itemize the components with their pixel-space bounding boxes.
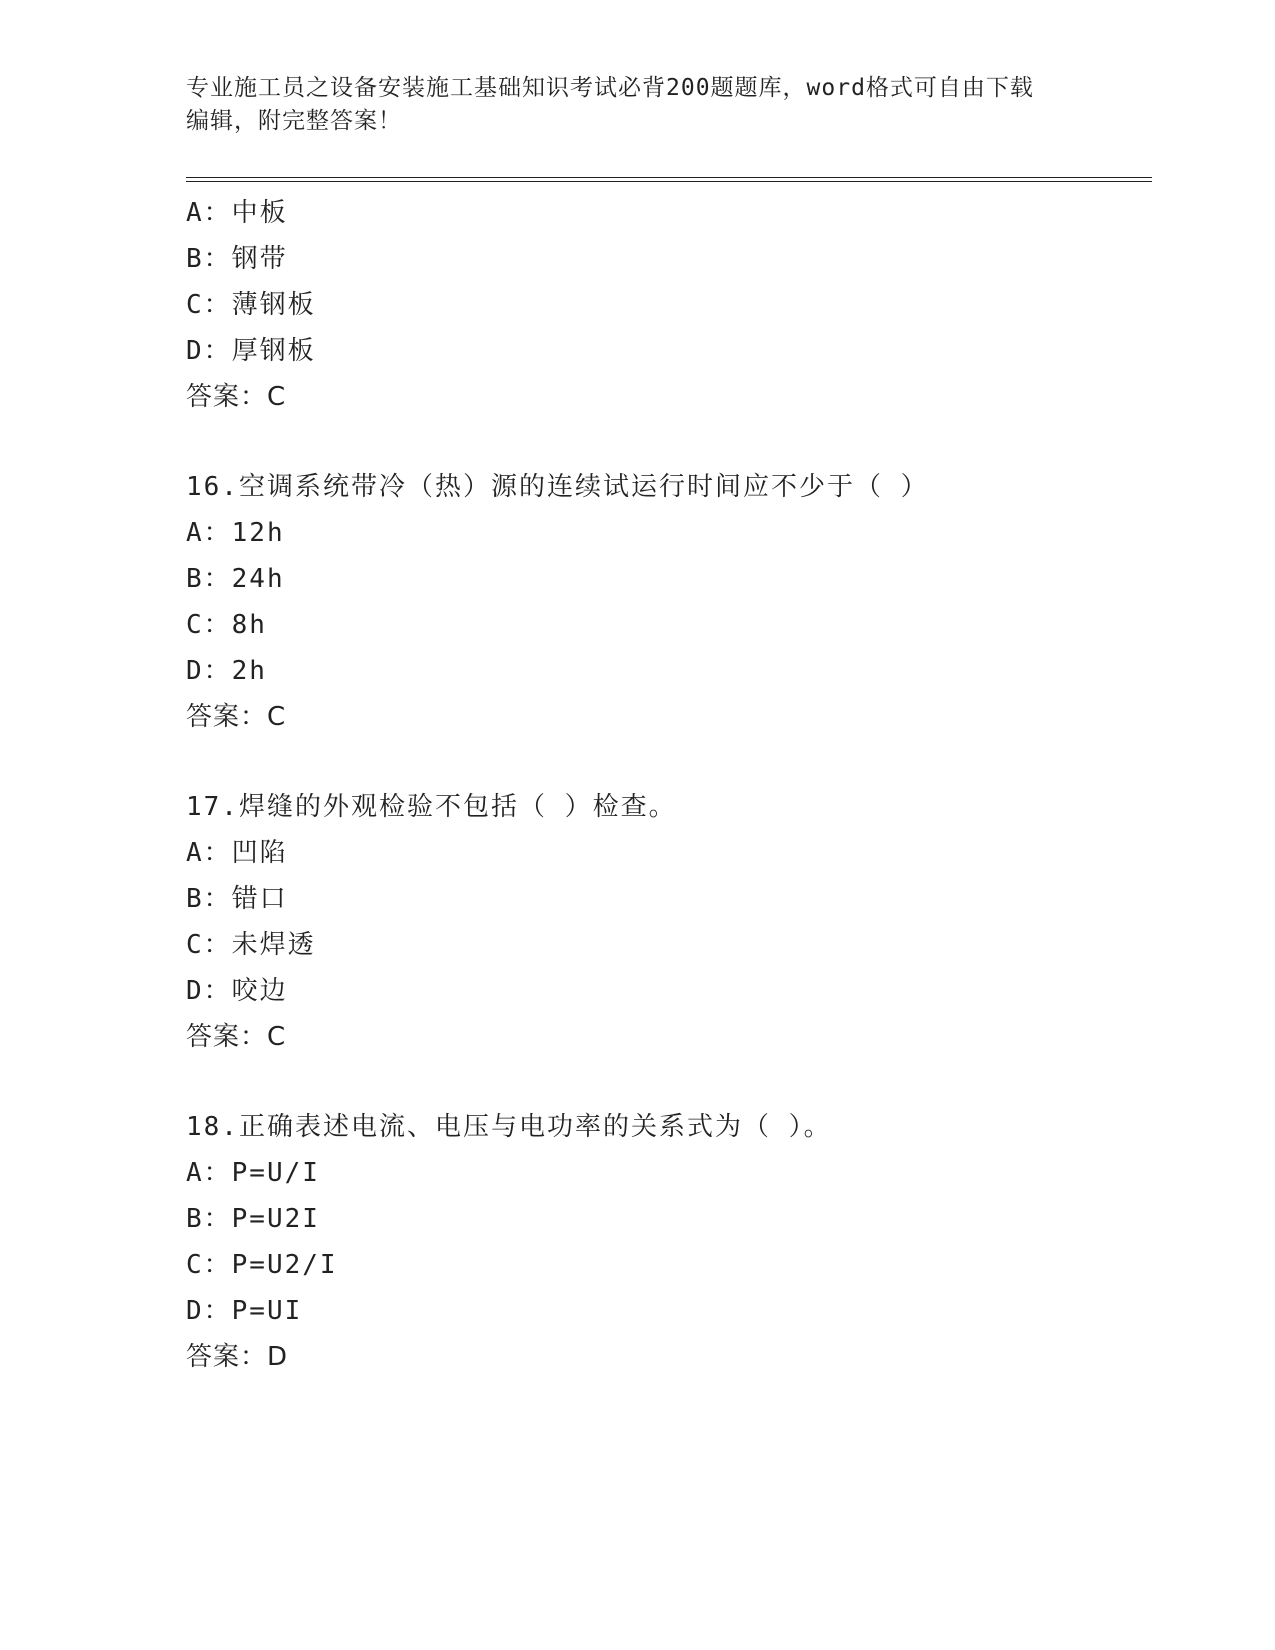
option-text: 中板 <box>231 198 288 228</box>
answer-line: 答案：C <box>186 1022 287 1052</box>
question-title: 18.正确表述电流、电压与电功率的关系式为（ ）。 <box>186 1112 832 1142</box>
header-divider-top <box>186 177 1152 178</box>
option-key: C： <box>186 930 232 960</box>
option-key: A： <box>186 518 232 548</box>
option-text: P=UI <box>231 1296 303 1326</box>
option-d <box>186 328 1146 374</box>
option-d <box>186 968 1146 1014</box>
option-text: 厚钢板 <box>231 336 316 366</box>
option-a <box>186 1150 1146 1196</box>
option-c <box>186 1242 1146 1288</box>
option-text: P=U/I <box>231 1158 320 1188</box>
option-b <box>186 1196 1146 1242</box>
option-key: D： <box>186 1296 232 1326</box>
question-18 <box>186 1104 1146 1380</box>
answer-line: 答案：C <box>186 382 287 412</box>
option-key: B： <box>186 1204 232 1234</box>
question-17 <box>186 784 1146 1060</box>
option-d <box>186 1288 1146 1334</box>
option-key: B： <box>186 564 232 594</box>
document-header <box>186 72 1086 138</box>
option-text: 咬边 <box>231 976 288 1006</box>
option-key: C： <box>186 1250 232 1280</box>
option-text: P=U2I <box>231 1204 320 1234</box>
question-list <box>186 190 1146 1380</box>
option-key: A： <box>186 198 232 228</box>
answer-line: 答案：C <box>186 702 287 732</box>
option-text: 12h <box>231 518 285 548</box>
option-key: A： <box>186 838 232 868</box>
option-text: 钢带 <box>231 244 288 274</box>
question-15-continued <box>186 190 1146 420</box>
option-key: C： <box>186 290 232 320</box>
option-d <box>186 648 1146 694</box>
option-text: 错口 <box>231 884 288 914</box>
option-text: 8h <box>231 610 267 640</box>
option-key: B： <box>186 884 232 914</box>
option-c <box>186 282 1146 328</box>
option-a <box>186 830 1146 876</box>
option-text: 24h <box>231 564 285 594</box>
option-a <box>186 510 1146 556</box>
option-text: P=U2/I <box>231 1250 338 1280</box>
question-title: 17.焊缝的外观检验不包括（ ）检查。 <box>186 792 677 822</box>
option-text: 未焊透 <box>231 930 316 960</box>
option-a <box>186 190 1146 236</box>
option-b <box>186 876 1146 922</box>
option-c <box>186 602 1146 648</box>
option-key: B： <box>186 244 232 274</box>
option-text: 2h <box>231 656 267 686</box>
question-16 <box>186 464 1146 740</box>
header-line-1: 专业施工员之设备安装施工基础知识考试必背200题题库，word格式可自由下载 <box>186 75 1034 101</box>
question-title: 16.空调系统带冷（热）源的连续试运行时间应不少于（ ） <box>186 472 929 502</box>
option-key: D： <box>186 656 232 686</box>
option-key: D： <box>186 976 232 1006</box>
option-c <box>186 922 1146 968</box>
option-b <box>186 556 1146 602</box>
option-key: C： <box>186 610 232 640</box>
option-text: 薄钢板 <box>231 290 316 320</box>
option-key: A： <box>186 1158 232 1188</box>
option-b <box>186 236 1146 282</box>
answer-line: 答案：D <box>186 1342 289 1372</box>
header-divider-bottom <box>186 181 1152 182</box>
option-key: D： <box>186 336 232 366</box>
option-text: 凹陷 <box>231 838 288 868</box>
header-line-2: 编辑，附完整答案！ <box>186 108 402 134</box>
